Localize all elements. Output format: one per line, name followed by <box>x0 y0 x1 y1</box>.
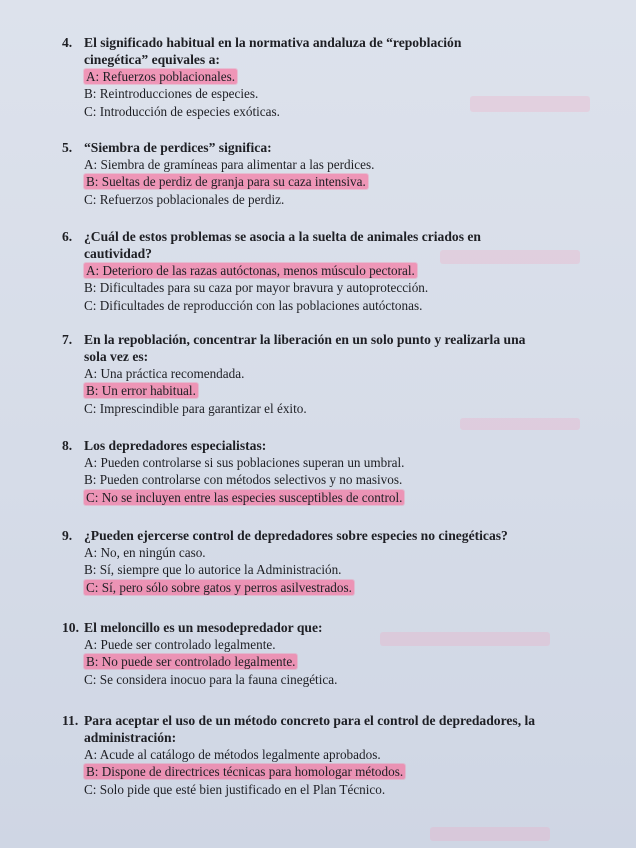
answer-c: C: Sí, pero sólo sobre gatos y perros asilvestrados. <box>86 579 352 595</box>
question-text: Los depredadores especialistas: <box>84 438 267 453</box>
question-9 <box>62 527 562 596</box>
question-text: El meloncillo es un mesodepredador que: <box>84 620 323 635</box>
answer-a: A: Siembra de gramíneas para alimentar a las perdices. <box>84 157 375 172</box>
question-text: Para aceptar el uso de un método concreto para el control de depredadores, la administración: <box>84 713 536 745</box>
question-number: 8. <box>62 438 73 453</box>
question-number: 6. <box>62 229 73 244</box>
answer-a: A: Refuerzos poblacionales. <box>86 69 236 84</box>
question-4 <box>62 34 562 120</box>
answer-c: C: Imprescindible para garantizar el éxito. <box>84 400 307 416</box>
answer-a: A: Acude al catálogo de métodos legalmente aprobados. <box>84 747 381 762</box>
question-text: ¿Cuál de estos problemas se asocia a la suelta de animales criados en cautividad? <box>84 229 481 261</box>
question-number: 4. <box>62 35 73 50</box>
question-6 <box>62 228 562 314</box>
answer-a: A: Deterioro de las razas autóctonas, menos músculo pectoral. <box>86 263 415 278</box>
answer-c: C: No se incluyen entre las especies susceptibles de control. <box>86 489 403 505</box>
question-text: ¿Pueden ejercerse control de depredadores sobre especies no cinegéticas? <box>84 528 508 543</box>
question-number: 7. <box>62 332 73 347</box>
answer-a: A: No, en ningún caso. <box>84 545 206 560</box>
answer-b: B: Dispone de directrices técnicas para homologar métodos. <box>86 764 404 780</box>
answer-b: B: Reintroducciones de especies. <box>84 86 259 102</box>
question-number: 10. <box>62 620 79 635</box>
answer-c: C: Se considera inocuo para la fauna cinegética. <box>84 671 338 687</box>
question-5 <box>62 139 562 208</box>
answer-a: A: Una práctica recomendada. <box>84 366 245 381</box>
question-text: “Siembra de perdices” significa: <box>84 140 272 155</box>
bleed-through-mark <box>460 418 580 430</box>
bleed-through-mark <box>430 827 550 841</box>
answer-a: A: Pueden controlarse si sus poblaciones superan un umbral. <box>84 455 405 470</box>
question-8 <box>62 437 562 506</box>
answer-b: B: Un error habitual. <box>86 383 196 399</box>
question-10 <box>62 619 562 688</box>
answer-b: B: Dificultades para su caza por mayor bravura y autoprotección. <box>84 280 429 296</box>
answer-b: B: Sí, siempre que lo autorice la Administración. <box>84 562 342 578</box>
answer-a: A: Puede ser controlado legalmente. <box>84 637 276 652</box>
question-text: En la repoblación, concentrar la liberación en un solo punto y realizarla una sola vez es: <box>84 332 526 364</box>
question-number: 9. <box>62 528 73 543</box>
question-7 <box>62 331 562 417</box>
answer-c: C: Introducción de especies exóticas. <box>84 103 280 119</box>
answer-b: B: No puede ser controlado legalmente. <box>86 654 296 670</box>
answer-c: C: Refuerzos poblacionales de perdiz. <box>84 191 285 207</box>
answer-c: C: Dificultades de reproducción con las poblaciones autóctonas. <box>84 297 423 313</box>
answer-b: B: Sueltas de perdiz de granja para su caza intensiva. <box>86 174 366 190</box>
question-11 <box>62 712 562 798</box>
answer-b: B: Pueden controlarse con métodos selectivos y no masivos. <box>84 472 403 488</box>
question-number: 5. <box>62 140 73 155</box>
answer-c: C: Solo pide que esté bien justificado en el Plan Técnico. <box>84 781 386 797</box>
question-text: El significado habitual en la normativa andaluza de “repoblación cinegética” equivales a: <box>84 35 462 67</box>
question-number: 11. <box>62 713 79 728</box>
